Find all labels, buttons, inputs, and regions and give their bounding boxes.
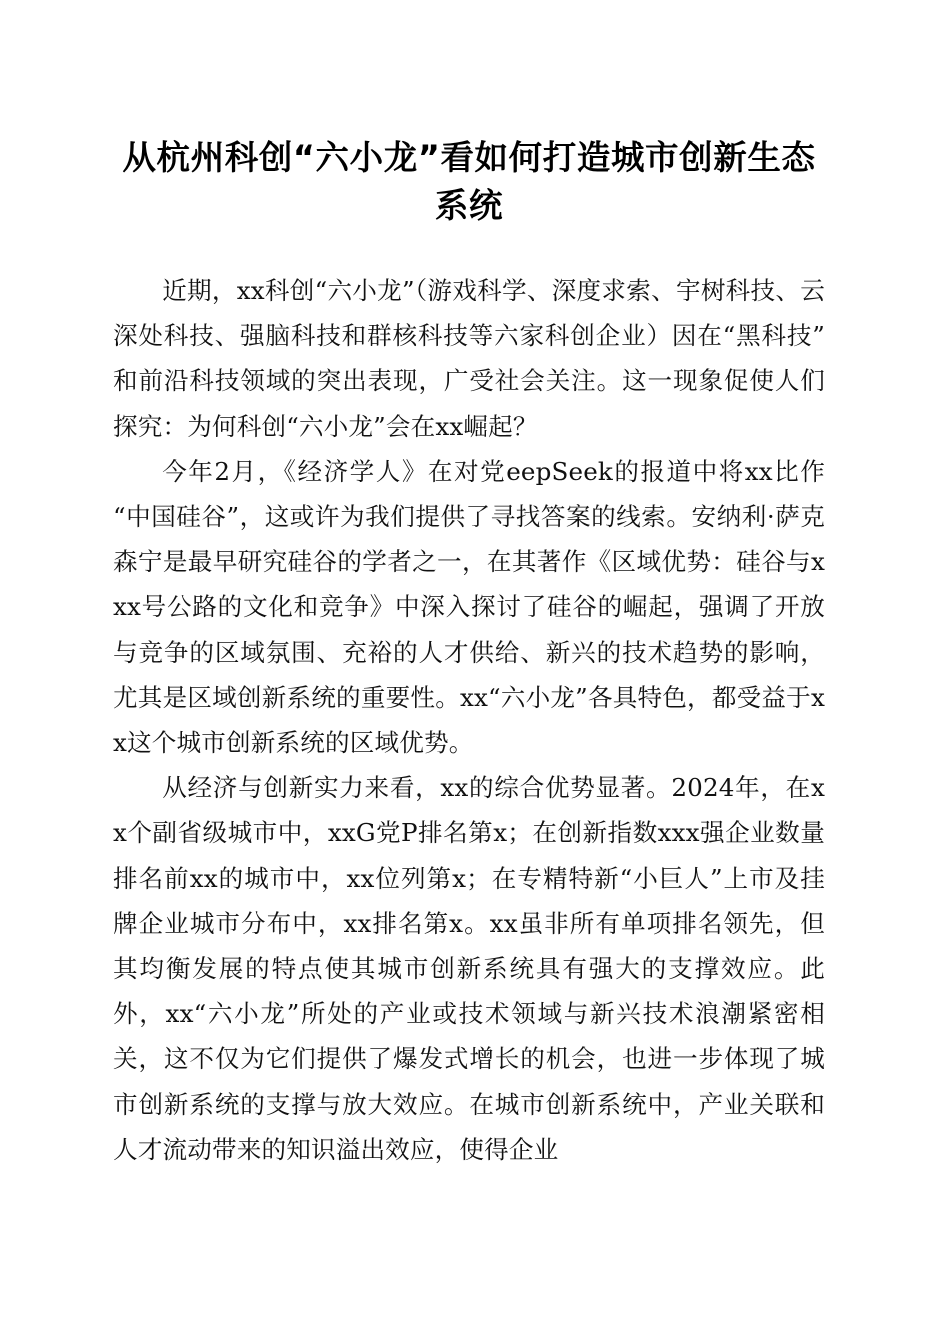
- body-paragraph: 从经济与创新实力来看，xx的综合优势显著。2024年，在xx个副省级城市中，xxG党P排名第x；在创新指数xxx强企业数量排名前xx的城市中，xx位列第x；在专精特新“小巨人”上市及挂牌企业城市分布中，xx排名第x。xx虽非所有单项排名领先，但其均衡发展的特点使其城市创新系统具有强大的支撑效应。此外，xx“六小龙”所处的产业或技术领域与新兴技术浪潮紧密相关，这不仅为它们提供了爆发式增长的机会，也进一步体现了城市创新系统的支撑与放大效应。在城市创新系统中，产业关联和人才流动带来的知识溢出效应，使得企业: [113, 773, 825, 1164]
- body-paragraph: 近期，xx科创“六小龙”（游戏科学、深度求索、宇树科技、云深处科技、强脑科技和群核科技等六家科创企业）因在“黑科技”和前沿科技领域的突出表现，广受社会关注。这一现象促使人们探究：为何科创“六小龙”会在xx崛起？: [113, 276, 825, 441]
- body-paragraph: 今年2月，《经济学人》在对党eepSeek的报道中将xx比作“中国硅谷”，这或许为我们提供了寻找答案的线索。安纳利·萨克森宁是最早研究硅谷的学者之一，在其著作《区域优势：硅谷与xxx号公路的文化和竞争》中深入探讨了硅谷的崛起，强调了开放与竞争的区域氛围、充裕的人才供给、新兴的技术趋势的影响，尤其是区域创新系统的重要性。xx“六小龙”各具特色，都受益于xx这个城市创新系统的区域优势。: [113, 456, 825, 758]
- document-text-column: [113, 0, 825, 1172]
- document-title: 从杭州科创“六小龙”看如何打造城市创新生态系统: [122, 138, 816, 225]
